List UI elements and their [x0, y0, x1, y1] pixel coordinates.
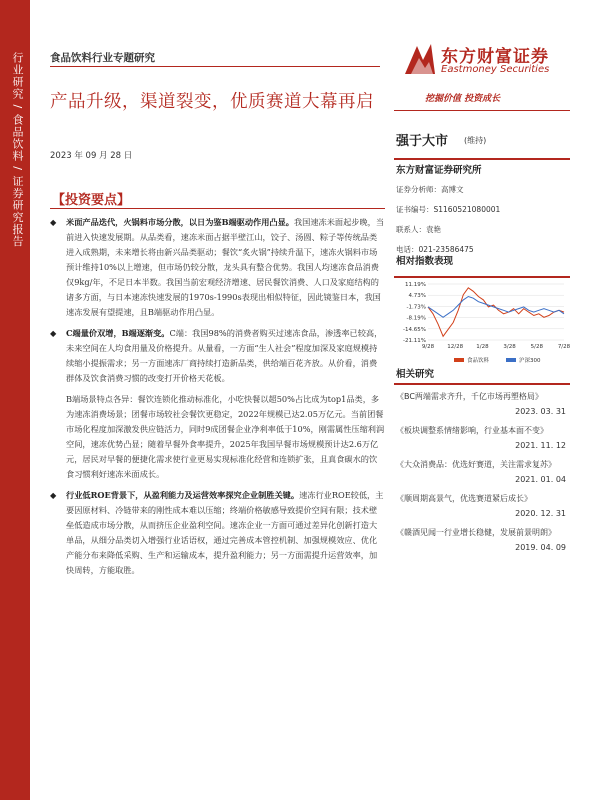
analyst-info — [396, 180, 500, 260]
bullet-icon: ◆ — [50, 328, 57, 338]
related-item-date: 2021. 11. 12 — [515, 441, 566, 450]
related-item-date: 2020. 12. 31 — [515, 509, 566, 518]
x-tick-label: 12/28 — [447, 344, 464, 350]
bullet-icon: ◆ — [50, 217, 57, 227]
legend-label: 沪深300 — [519, 358, 541, 364]
paragraph-3 — [50, 392, 385, 482]
y-tick-label: -14.65% — [403, 326, 426, 333]
legend-swatch — [454, 358, 464, 362]
paragraph-text: C端：我国98%的消费者购买过速冻食品，渗透率已较高，未来空间在人均食用量及价格提升。从量看，一方面“生人社会”程度加深及家庭规模持续缩小提振需求；另一方面速冻厂商持续打造新品类，供给端百花齐放。从价看，消费群体及饮食消费习惯的改变打开价格天花板。 — [66, 328, 383, 383]
bullet-icon: ◆ — [50, 490, 57, 500]
x-tick-label: 5/28 — [530, 344, 543, 350]
sidebar-text: 行业研究 / 食品饮料 / 证券研究报告 — [11, 52, 24, 248]
related-title: 相关研究 — [396, 369, 435, 380]
contact-name: 联系人：袁艳 — [396, 225, 441, 234]
contact-phone: 电话：021-23586475 — [396, 245, 474, 254]
brand-name: 东方财富证券 — [441, 47, 549, 67]
page-title: 产品升级，渠道裂变，优质赛道大幕再启 — [50, 92, 374, 112]
sidebar — [0, 0, 30, 800]
legend-swatch — [506, 358, 516, 362]
brand-logo — [403, 40, 563, 92]
rating-label: 强于大市 — [396, 134, 449, 149]
related-item[interactable] — [396, 456, 566, 487]
x-tick-label: 1/28 — [476, 344, 489, 350]
related-list — [396, 388, 566, 558]
related-item-title[interactable]: 《顺周期高景气，优选赛道紧后成长》 — [396, 494, 532, 503]
related-item-title[interactable]: 《BC两端需求齐升，千亿市场再塑格局》 — [396, 392, 543, 401]
report-category: 食品饮料行业专题研究 — [50, 52, 155, 64]
chart-section-title: 相对指数表现 — [396, 256, 454, 267]
section-divider — [50, 208, 385, 209]
related-item-title[interactable]: 《大众消费品：优选好赛道，关注需求复苏》 — [396, 460, 556, 469]
related-divider — [394, 383, 570, 385]
paragraph-1 — [50, 215, 385, 320]
brand-slogan: 挖掘价值 投资成长 — [425, 94, 501, 104]
y-tick-label: -1.73% — [406, 304, 426, 311]
x-tick-label: 9/28 — [421, 344, 435, 350]
institute-name: 东方财富证券研究所 — [396, 165, 482, 176]
related-item-title[interactable]: 《板块调整系情绪影响，行业基本面不变》 — [396, 426, 548, 435]
analyst-name: 证券分析师：高博文 — [396, 185, 464, 194]
related-item-date: 2023. 03. 31 — [515, 407, 566, 416]
y-tick-label: -21.11% — [403, 338, 426, 344]
paragraph-text: 速冻行业ROE较低，主要因原材料、冷链带来的刚性成本难以压缩；终端价格敏感导致提价空间有限；技术壁垒低造成市场分散，从而挤压企业盈利空间。速冻企业一方面可通过差异化创新打造大单品，从细分品类切入增强行业话语权，通过完善成本管控机制、加强规模效应、优化产能分布来降低采购、生产和运输成本，提升盈利能力；另一方面需提升运营效率，加快周转，方能取胜。 — [66, 490, 384, 575]
series-line — [428, 297, 564, 318]
report-date: 2023 年 09 月 28 日 — [50, 151, 133, 161]
brand-logo-icon — [403, 40, 437, 80]
section-title: 【投资要点】 — [52, 193, 131, 208]
main-content — [50, 215, 385, 584]
paragraph-lead: 行业低ROE背景下，从盈利能力及运营效率探究企业制胜关键。 — [66, 490, 300, 500]
related-item-date: 2021. 01. 04 — [515, 475, 566, 484]
rating-sub: (维持) — [464, 136, 487, 145]
institute-divider — [394, 158, 570, 160]
y-tick-label: 4.73% — [408, 293, 426, 300]
header-divider — [50, 66, 380, 67]
related-item[interactable] — [396, 524, 566, 555]
brand-name-en: Eastmoney Securities — [441, 64, 550, 75]
paragraph-lead: 米面产品迭代，火锅料市场分散，以日为鉴B端驱动作用凸显。 — [66, 217, 294, 227]
y-tick-label: 11.19% — [405, 282, 426, 288]
y-tick-label: -8.19% — [406, 315, 426, 322]
related-item[interactable] — [396, 388, 566, 419]
paragraph-2 — [50, 326, 385, 386]
related-item-date: 2019. 04. 09 — [515, 543, 566, 552]
relative-index-chart — [394, 280, 570, 372]
analyst-cert: 证书编号：S1160521080001 — [396, 205, 501, 214]
related-item[interactable] — [396, 490, 566, 521]
related-item-title[interactable]: 《赣酒见闻一行业增长稳健，发展前景明朗》 — [396, 528, 556, 537]
paragraph-4 — [50, 488, 385, 578]
legend-label: 食品饮料 — [467, 358, 490, 364]
x-tick-label: 3/28 — [503, 344, 516, 350]
related-item[interactable] — [396, 422, 566, 453]
paragraph-text: B端场景特点各异：餐饮连锁化推动标准化，小吃快餐以超50%占比成为top1品类，多为速冻消费场景；团餐市场较社会餐饮更稳定，2022年规模已达2.05万亿元。当前团餐市场化程度加深激发供应链活力，同时9成团餐企业净利率低于10%，刚需属性压缩利润空间，速冻优势凸显；随着早餐外食率提升，2025年我国早餐市场规模预计达2.6万亿元，居民对早餐的便捷化需求使行业更易实现标准化经营和连锁扩张，且真食碳水的饮食习惯利好速冻米面成长。 — [66, 394, 385, 479]
paragraph-lead: C端量价双增，B端逐渐变。 — [66, 328, 170, 338]
paragraph-text: 我国速冻米面起步晚，当前进入快速发展期。从品类看，速冻米面占据半壁江山，饺子、汤圆、粽子等传统品类进入成熟期，未来增长将由新兴品类驱动；餐饮“炙火锅”持续升温下，速冻火锅料市场预计维持10%以上增速，但市场仍较分散，龙头具有整合优势。我国人均速冻食品消费仅9kg/年，不足日本半数。我国当前宏观经济增速、居民餐饮消费、人口及家庭结构的诸多方面，与日本速冻快速发展的1970s-1990s表现出相似特征，因此镜鉴日本，我国速冻发展有望提速，且B端驱动作用凸显。 — [66, 217, 385, 317]
x-tick-label: 7/28 — [557, 344, 570, 350]
chart-section-divider — [394, 276, 570, 278]
